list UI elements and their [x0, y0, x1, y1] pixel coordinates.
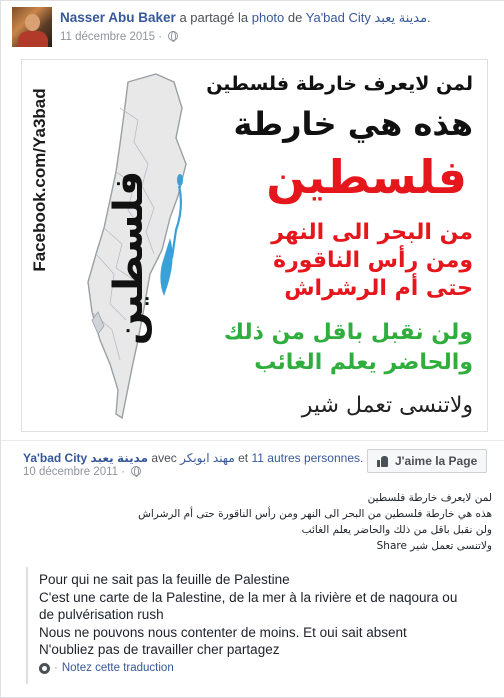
image-line-4: من البحر الى النهر: [271, 220, 473, 245]
original-post-text: [138, 490, 492, 554]
translation-line: Nous ne pouvons nous contenter de moins. Et oui sait absent: [39, 624, 407, 640]
image-line-5: ومن رأس الناقورة: [273, 248, 473, 273]
others-link[interactable]: 11 autres personnes: [251, 451, 360, 465]
de-text: de: [287, 10, 303, 25]
globe-icon[interactable]: [168, 31, 178, 41]
original-line: لمن لايعرف خارطة فلسطين: [367, 492, 492, 504]
post-header: Nasser Abu Baker a partagé la photo de Ya'bad City مدينة يعبد.: [60, 10, 431, 25]
post-meta: 11 décembre 2015 ·: [60, 31, 178, 43]
post-date[interactable]: 11 décembre 2015: [60, 31, 156, 43]
original-line: هذه هي خارطة فلسطين من البحر الى النهر ومن رأس الناقورة حتى أم الرشراش: [138, 508, 492, 520]
image-line-7: ولن نقبل باقل من ذلك: [223, 320, 473, 345]
map-label: فلسطين: [106, 170, 152, 346]
image-line-1: لمن لايعرف خارطة فلسطين: [206, 73, 473, 95]
translation-text: [39, 567, 486, 659]
shared-post-date[interactable]: 10 décembre 2011: [23, 466, 119, 478]
image-line-8: والحاضر يعلم الغائب: [254, 350, 473, 375]
gear-icon: [39, 663, 50, 674]
shared-page-link[interactable]: Ya'bad City مدينة يعبد: [23, 451, 149, 465]
tagged-person-link[interactable]: مهند ابوبكر: [180, 451, 235, 465]
translation-line: N'oubliez pas de travailler cher partagez: [39, 642, 280, 657]
shared-post-meta: 10 décembre 2011 ·: [23, 466, 141, 478]
page-link[interactable]: Ya'bad City مدينة يعبد: [305, 10, 428, 25]
original-line: ولاتنسى تعمل شير Share: [376, 540, 492, 552]
palestine-map: [58, 68, 228, 428]
image-line-9: ولاتنسى تعمل شير: [301, 393, 473, 418]
divider: [1, 440, 504, 441]
globe-icon[interactable]: [131, 466, 141, 476]
like-page-button[interactable]: [367, 449, 487, 473]
photo-link[interactable]: photo: [251, 10, 285, 25]
post-photo[interactable]: [21, 59, 488, 432]
author-name[interactable]: Nasser Abu Baker: [60, 10, 176, 25]
translation-line: C'est une carte de la Palestine, de la mer à la rivière et de naqoura ou: [39, 589, 458, 605]
watermark: Facebook.com/Ya3bad: [30, 88, 49, 272]
original-line: ولن نقبل باقل من ذلك والحاضر يعلم الغائب: [301, 524, 492, 536]
shared-post-header: Ya'bad City مدينة يعبد avec مهند ابوبكر et 11 autres personnes.: [23, 451, 364, 465]
action-text: a partagé la: [179, 10, 249, 25]
thumbs-up-icon: [377, 456, 388, 467]
rate-translation-link[interactable]: Notez cette traduction: [61, 662, 174, 674]
avatar[interactable]: [12, 7, 52, 47]
translation-line: Pour qui ne sait pas la feuille de Palestine: [39, 572, 290, 587]
image-line-3: فلسطين: [266, 150, 467, 204]
translation-line: de pulvérisation rush: [39, 607, 164, 622]
translation-box: [26, 567, 486, 684]
image-line-2: هذه هي خارطة: [233, 105, 473, 143]
rate-translation: · Notez cette traduction: [39, 662, 174, 674]
image-line-6: حتى أم الرشراش: [284, 276, 473, 301]
like-page-label: J'aime la Page: [395, 454, 478, 468]
